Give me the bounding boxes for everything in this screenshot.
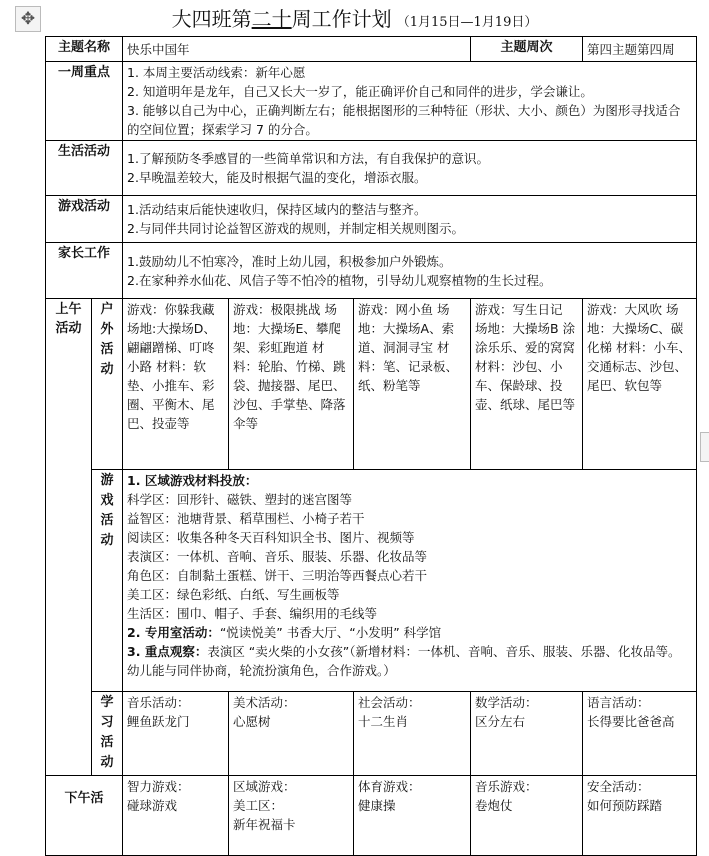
key-observation-label: 3. 重点观察： — [127, 644, 208, 659]
morning-game-content — [123, 470, 697, 692]
special-room-line — [127, 623, 692, 642]
afternoon-cell — [229, 776, 354, 856]
title-week-number: 二十 — [251, 7, 292, 31]
move-arrows-icon[interactable]: ✥ — [15, 6, 41, 32]
game-line: 1.活动结束后能快速收归，保持区域内的整洁与整齐。 — [127, 202, 427, 217]
study-cell — [583, 692, 697, 776]
afternoon-value: 碰球游戏 — [127, 798, 178, 813]
afternoon-name: 安全活动： — [587, 779, 650, 794]
title-dates: （1月15日—1月19日） — [396, 15, 538, 30]
afternoon-name: 体育游戏： — [358, 779, 421, 794]
afternoon-value: 健康操 — [358, 798, 396, 813]
key-observation-text: 表演区 “卖火柴的小女孩”（新增材料：一体机、音响、音乐、服装、乐器、化妆品等。幼儿能与同伴协商，轮流扮演角色，合作游戏。） — [127, 644, 681, 678]
focus-line: 3. 能够以自己为中心，正确判断左右；能根据图形的三种特征（形状、大小、颜色）为图形寻找适合的空间位置；探索学习 7 的分合。 — [127, 103, 681, 137]
study-name: 音乐活动： — [127, 695, 190, 710]
family-line: 1.鼓励幼儿不怕寒冷，准时上幼儿园，积极参加户外锻炼。 — [127, 253, 452, 269]
title-prefix: 大四班第 — [171, 7, 252, 31]
afternoon-value: 如何预防踩踏 — [587, 798, 663, 813]
area-line: 美工区：绿色彩纸、白纸、写生画板等 — [127, 587, 340, 602]
family-line: 2.在家种养水仙花、风信子等不怕冷的植物，引导幼儿观察植物的生长过程。 — [127, 272, 552, 288]
study-name: 数学活动： — [475, 695, 538, 710]
focus-label: 一周重点 — [46, 62, 123, 141]
theme-name-label: 主题名称 — [46, 37, 123, 62]
outdoor-cell: 游戏：极限挑战 场地：大操场E、攀爬架、彩虹跑道 材料：轮胎、竹梯、跳袋、抛接器、尾巴、沙包、手掌垫、降落伞等 — [229, 299, 354, 470]
key-observation-line — [127, 642, 692, 680]
family-label: 家长工作 — [46, 243, 123, 299]
study-cell — [229, 692, 354, 776]
afternoon-value: 卷炮仗 — [475, 798, 513, 813]
afternoon-cell — [123, 776, 229, 856]
study-name: 社会活动： — [358, 695, 421, 710]
outdoor-cell: 游戏：网小鱼 场地：大操场A、索道、洞洞寻宝 材料：笔、记录板、纸、粉笔等 — [354, 299, 471, 470]
study-value: 心愿树 — [233, 714, 271, 729]
area-line: 科学区：回形针、磁铁、塑封的迷宫图等 — [127, 492, 353, 507]
theme-name: 快乐中国年 — [123, 37, 471, 62]
afternoon-label: 下午活 — [46, 776, 123, 856]
afternoon-name: 区域游戏： — [233, 779, 296, 794]
study-value: 区分左右 — [475, 714, 526, 729]
theme-week: 第四主题第四周 — [583, 37, 697, 62]
area-materials-heading: 1. 区域游戏材料投放： — [127, 473, 258, 488]
area-line: 益智区：池塘背景、稻草围栏、小椅子若干 — [127, 511, 365, 526]
special-room-text: “悦读悦美” 书香大厅、“小发明” 科学馆 — [219, 625, 442, 640]
outdoor-cell: 游戏：你躲我藏 场地:大操场D、翩翩蹭梯、叮咚小路 材料：软垫、小推车、彩圈、平衡木、尾巴、投壶等 — [123, 299, 229, 470]
outdoor-cell: 游戏：大风吹 场地：大操场C、碳化梯 材料：小车、交通标志、沙包、尾巴、软包等 — [583, 299, 697, 470]
area-line: 表演区：一体机、音响、音乐、服装、乐器、化妆品等 — [127, 549, 428, 564]
game-line: 2.与同伴共同讨论益智区游戏的规则，并制定相关规则图示。 — [127, 221, 464, 236]
study-value: 鲤鱼跃龙门 — [127, 714, 190, 729]
study-cell — [471, 692, 583, 776]
study-value: 十二生肖 — [358, 714, 409, 729]
weekly-plan-table — [45, 36, 697, 856]
area-line: 角色区：自制黏土蛋糕、饼干、三明治等西餐点心若干 — [127, 568, 428, 583]
afternoon-name: 智力游戏： — [127, 779, 190, 794]
focus-content — [123, 62, 697, 141]
outdoor-cell: 游戏：写生日记 场地：大操场B 涂涂乐乐、爱的窝窝 材料：沙包、小车、保龄球、投壶、纸球、尾巴等 — [471, 299, 583, 470]
game-label: 游戏活动 — [46, 196, 123, 243]
focus-line: 1. 本周主要活动线索：新年心愿 — [127, 65, 306, 80]
study-cell — [123, 692, 229, 776]
page-title — [0, 3, 709, 32]
afternoon-cell — [471, 776, 583, 856]
afternoon-cell — [354, 776, 471, 856]
study-value: 长得要比爸爸高 — [587, 714, 675, 729]
family-content — [123, 243, 697, 299]
focus-line: 2. 知道明年是龙年，自己又长大一岁了，能正确评价自己和同伴的进步，学会谦让。 — [127, 84, 593, 99]
afternoon-value: 美工区： — [233, 798, 284, 813]
area-line: 生活区：围巾、帽子、手套、编织用的毛线等 — [127, 606, 378, 621]
life-content — [123, 141, 697, 196]
morning-label: 上午活动 — [46, 299, 92, 776]
morning-game-label: 游戏活动 — [92, 470, 123, 692]
area-line: 阅读区：收集各种冬天百科知识全书、图片、视频等 — [127, 530, 415, 545]
game-content — [123, 196, 697, 243]
life-line: 2.早晚温差较大，能及时根据气温的变化，增添衣服。 — [127, 170, 427, 185]
afternoon-value: 新年祝福卡 — [233, 817, 296, 832]
afternoon-cell — [583, 776, 697, 856]
study-label: 学习活动 — [92, 692, 123, 776]
life-label: 生活活动 — [46, 141, 123, 196]
theme-week-label: 主题周次 — [471, 37, 583, 62]
special-room-label: 2. 专用室活动： — [127, 625, 220, 640]
outdoor-label: 户外活动 — [92, 299, 123, 470]
study-name: 语言活动： — [587, 695, 650, 710]
study-cell — [354, 692, 471, 776]
afternoon-name: 音乐游戏： — [475, 779, 538, 794]
scroll-edge-handle[interactable] — [700, 432, 709, 462]
study-name: 美术活动： — [233, 695, 296, 710]
life-line: 1.了解预防冬季感冒的一些简单常识和方法，有自我保护的意识。 — [127, 151, 489, 166]
title-suffix: 周工作计划 — [291, 7, 392, 31]
